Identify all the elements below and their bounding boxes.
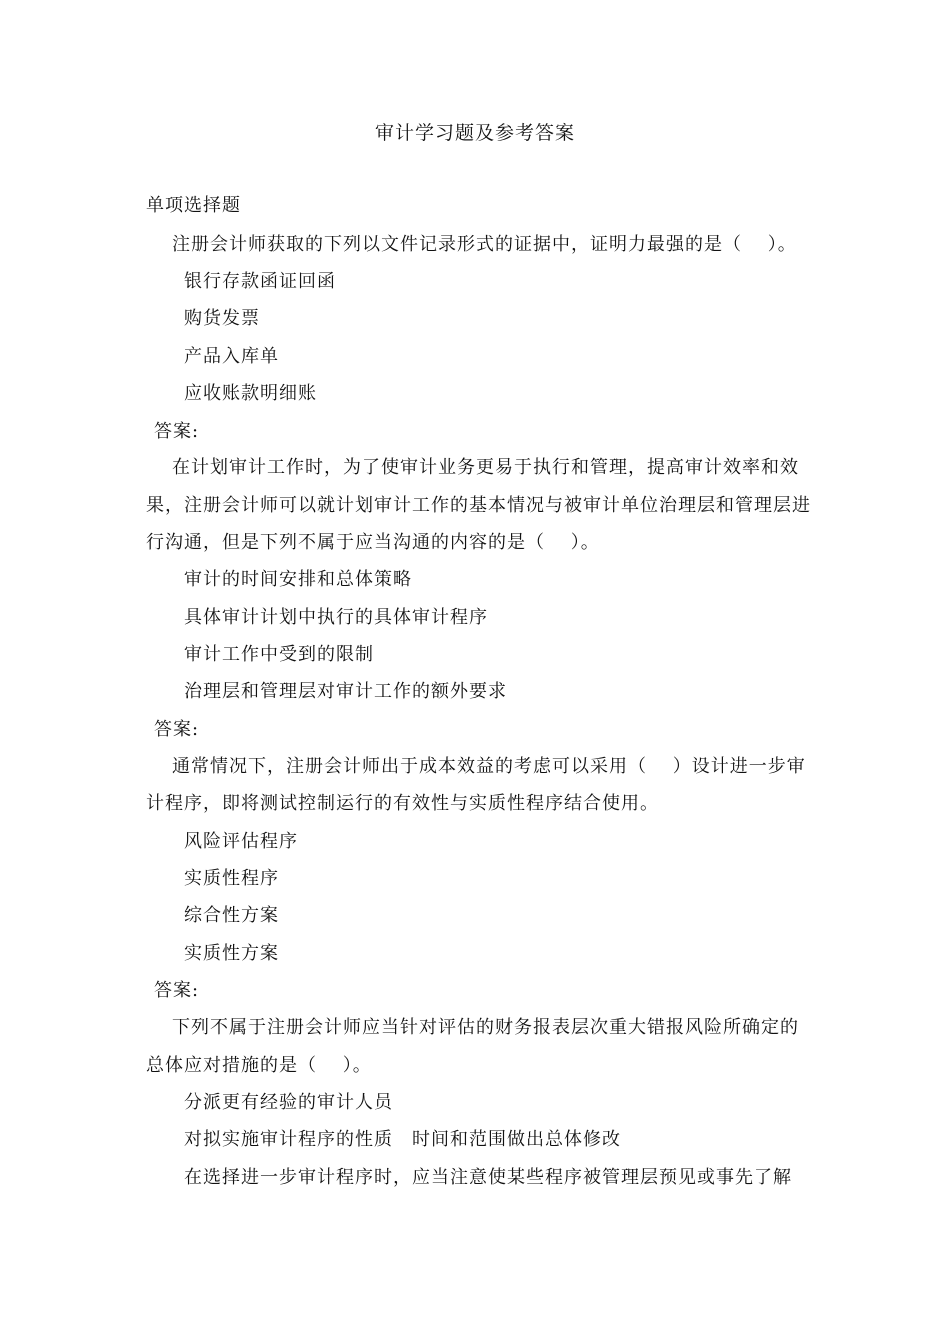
- question-1-option-a: 银行存款函证回函: [184, 271, 336, 292]
- question-2-option-d: 治理层和管理层对审计工作的额外要求: [184, 681, 507, 702]
- question-3-option-b: 实质性程序: [184, 868, 279, 889]
- question-3-option-d: 实质性方案: [184, 943, 279, 964]
- question-1-stem: 注册会计师获取的下列以文件记录形式的证据中，证明力最强的是（ ）。: [172, 234, 797, 255]
- question-3-option-a: 风险评估程序: [184, 831, 298, 852]
- section-heading: 单项选择题: [146, 195, 241, 216]
- question-2-option-a: 审计的时间安排和总体策略: [184, 569, 412, 590]
- question-2-option-b: 具体审计计划中执行的具体审计程序: [184, 607, 488, 628]
- question-4-option-b: 对拟实施审计程序的性质 时间和范围做出总体修改: [184, 1129, 621, 1150]
- question-2-option-c: 审计工作中受到的限制: [184, 644, 374, 665]
- question-2-stem-line-3: 行沟通，但是下列不属于应当沟通的内容的是（ ）。: [146, 532, 600, 553]
- question-4-option-c: 在选择进一步审计程序时，应当注意使某些程序被管理层预见或事先了解: [184, 1167, 792, 1188]
- question-2-stem-line-1: 在计划审计工作时，为了使审计业务更易于执行和管理，提高审计效率和效: [172, 457, 799, 478]
- question-4-option-a: 分派更有经验的审计人员: [184, 1092, 393, 1113]
- question-2-answer-label: 答案:: [154, 719, 200, 740]
- question-1-option-b: 购货发票: [184, 308, 260, 329]
- question-3-stem-line-1: 通常情况下，注册会计师出于成本效益的考虑可以采用（ ）设计进一步审: [172, 756, 806, 777]
- question-1-option-d: 应收账款明细账: [184, 383, 317, 404]
- question-2-stem-line-2: 果，注册会计师可以就计划审计工作的基本情况与被审计单位治理层和管理层进: [146, 495, 811, 516]
- question-4-stem-line-2: 总体应对措施的是（ ）。: [146, 1055, 372, 1076]
- question-4-stem-line-1: 下列不属于注册会计师应当针对评估的财务报表层次重大错报风险所确定的: [172, 1017, 799, 1038]
- question-3-stem-line-2: 计程序，即将测试控制运行的有效性与实质性程序结合使用。: [146, 793, 659, 814]
- question-1-option-c: 产品入库单: [184, 346, 279, 367]
- question-1-answer-label: 答案:: [154, 421, 200, 442]
- question-3-answer-label: 答案:: [154, 980, 200, 1001]
- document-title: 审计学习题及参考答案: [374, 122, 575, 144]
- question-3-option-c: 综合性方案: [184, 905, 279, 926]
